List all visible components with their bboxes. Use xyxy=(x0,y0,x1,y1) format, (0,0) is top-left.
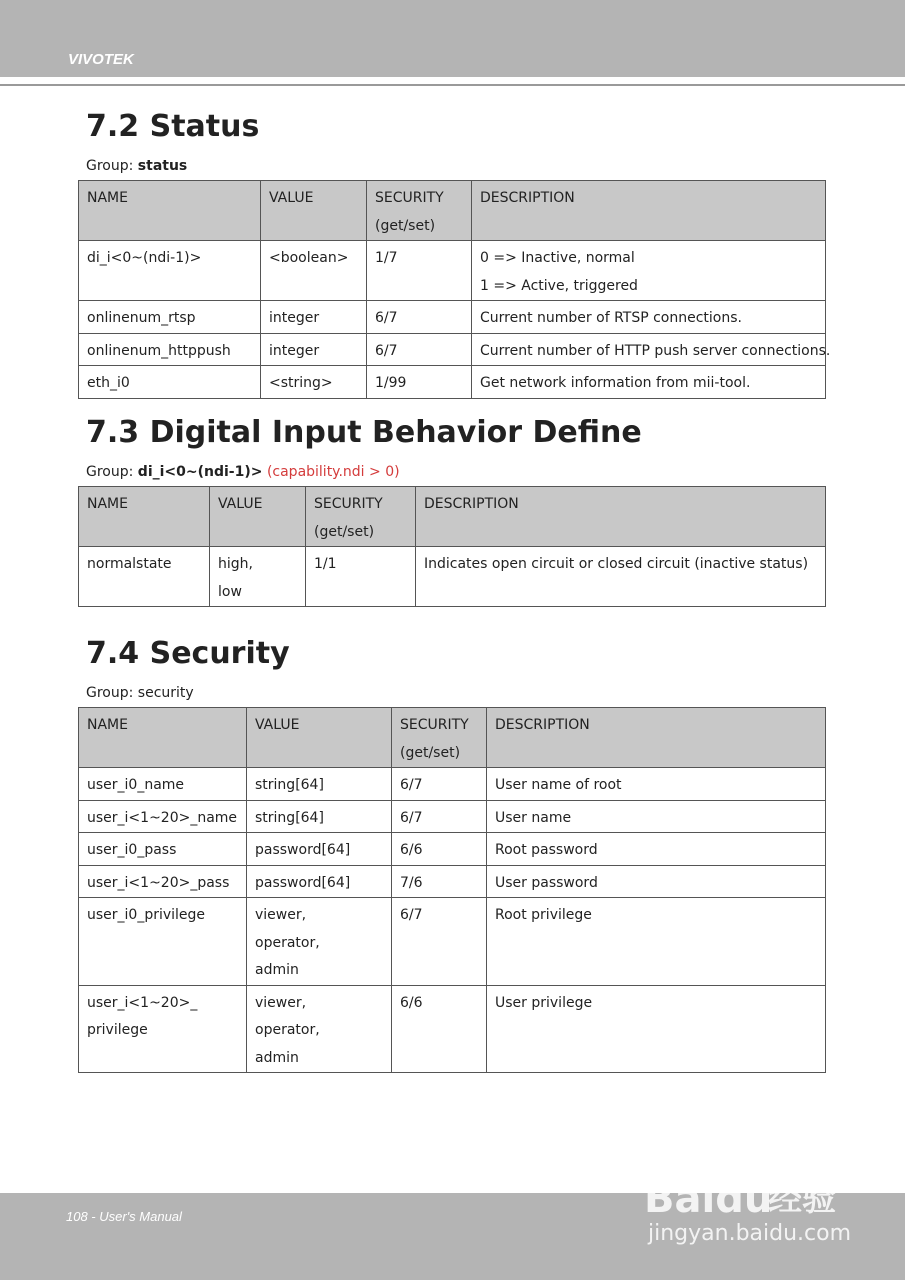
cell-value: string[64] xyxy=(247,768,392,801)
table-row xyxy=(79,985,826,1073)
value-line: low xyxy=(218,583,242,600)
cell-description: Root privilege xyxy=(487,898,826,986)
cell-name xyxy=(79,985,247,1073)
cell-value: password[64] xyxy=(247,865,392,898)
cell-name: user_i<1~20>_name xyxy=(79,800,247,833)
cell-security: 6/7 xyxy=(367,333,472,366)
col-header-name: NAME xyxy=(79,487,210,547)
section-title-security: 7.4 Security xyxy=(86,636,290,671)
group-name: di_i<0~(ndi-1)> xyxy=(137,464,263,480)
cell-description xyxy=(472,241,826,301)
col-header-value: VALUE xyxy=(247,708,392,768)
cell-description: User name of root xyxy=(487,768,826,801)
status-table xyxy=(78,180,831,399)
cell-security: 1/7 xyxy=(367,241,472,301)
table-row xyxy=(79,768,826,801)
table-header-row xyxy=(79,708,826,768)
group-name: security xyxy=(137,685,194,701)
col-header-security xyxy=(367,181,472,241)
table-row xyxy=(79,366,826,399)
cell-name: onlinenum_rtsp xyxy=(79,301,261,334)
security-header-line1: SECURITY xyxy=(314,496,383,512)
description-line: 0 => Inactive, normal xyxy=(480,250,635,266)
cell-security: 1/99 xyxy=(367,366,472,399)
cell-value xyxy=(210,547,306,607)
header-brand: VIVOTEK xyxy=(68,51,134,68)
cell-value: string[64] xyxy=(247,800,392,833)
cell-security: 6/7 xyxy=(392,800,487,833)
cell-description: User password xyxy=(487,865,826,898)
col-header-value: VALUE xyxy=(210,487,306,547)
header-bar xyxy=(0,0,905,77)
cell-security: 1/1 xyxy=(306,547,416,607)
cell-value: <string> xyxy=(261,366,367,399)
value-line: high, xyxy=(218,556,253,572)
value-line: viewer, xyxy=(255,907,307,923)
cell-name: di_i<0~(ndi-1)> xyxy=(79,241,261,301)
col-header-name: NAME xyxy=(79,181,261,241)
cell-name: normalstate xyxy=(79,547,210,607)
name-line: privilege xyxy=(87,1022,148,1038)
col-header-value: VALUE xyxy=(261,181,367,241)
cell-name: user_i0_name xyxy=(79,768,247,801)
table-row xyxy=(79,333,826,366)
security-header-line2: (get/set) xyxy=(400,744,461,761)
svg-text:Baidu: Baidu xyxy=(644,1176,773,1222)
cell-name: user_i<1~20>_pass xyxy=(79,865,247,898)
value-line: operator, xyxy=(255,1022,320,1038)
table-row xyxy=(79,898,826,986)
col-header-description: DESCRIPTION xyxy=(416,487,826,547)
cell-name: onlinenum_httppush xyxy=(79,333,261,366)
baidu-watermark-logo xyxy=(640,1150,860,1250)
cell-security: 6/7 xyxy=(392,898,487,986)
security-table xyxy=(78,707,826,1073)
name-line: user_i<1~20>_ xyxy=(87,994,198,1011)
col-header-name: NAME xyxy=(79,708,247,768)
cell-security: 6/6 xyxy=(392,985,487,1073)
value-line: admin xyxy=(255,962,299,978)
cell-description: Current number of HTTP push server connections. xyxy=(472,333,826,366)
group-line-status xyxy=(86,158,187,174)
cell-value: integer xyxy=(261,301,367,334)
table-header-row xyxy=(79,487,826,547)
cell-description: User name xyxy=(487,800,826,833)
section-title-status: 7.2 Status xyxy=(86,109,260,144)
description-line: 1 => Active, triggered xyxy=(480,277,638,294)
value-line: admin xyxy=(255,1049,299,1066)
cell-security: 6/6 xyxy=(392,833,487,866)
cell-value: integer xyxy=(261,333,367,366)
security-header-line1: SECURITY xyxy=(375,190,444,206)
cell-description: User privilege xyxy=(487,985,826,1073)
value-line: operator, xyxy=(255,934,320,951)
cell-value xyxy=(247,898,392,986)
col-header-description: DESCRIPTION xyxy=(472,181,826,241)
cell-security: 6/7 xyxy=(392,768,487,801)
table-row xyxy=(79,833,826,866)
table-header-row xyxy=(79,181,826,241)
col-header-description: DESCRIPTION xyxy=(487,708,826,768)
cell-name: user_i0_pass xyxy=(79,833,247,866)
footer-page-label: 108 - User's Manual xyxy=(66,1209,182,1224)
cell-security: 7/6 xyxy=(392,865,487,898)
group-prefix: Group: xyxy=(86,158,134,174)
group-line-security xyxy=(86,685,194,701)
group-line-digital-input xyxy=(86,464,400,480)
cell-value: password[64] xyxy=(247,833,392,866)
svg-text:jingyan.baidu.com: jingyan.baidu.com xyxy=(648,1221,852,1246)
capability-note: (capability.ndi > 0) xyxy=(266,464,400,480)
group-prefix: Group: xyxy=(86,685,134,701)
cell-description: Indicates open circuit or closed circuit (inactive status) xyxy=(416,547,826,607)
section-title-digital-input: 7.3 Digital Input Behavior Define xyxy=(86,415,642,450)
group-prefix: Group: xyxy=(86,464,134,480)
cell-description: Get network information from mii-tool. xyxy=(472,366,826,399)
col-header-security xyxy=(392,708,487,768)
table-row xyxy=(79,865,826,898)
table-row xyxy=(79,241,826,301)
cell-value xyxy=(247,985,392,1073)
header-divider xyxy=(0,84,905,86)
cell-name: user_i0_privilege xyxy=(79,898,247,986)
value-line: viewer, xyxy=(255,994,307,1011)
cell-description: Root password xyxy=(487,833,826,866)
table-row xyxy=(79,301,826,334)
security-header-line2: (get/set) xyxy=(375,217,436,234)
table-row xyxy=(79,800,826,833)
cell-security: 6/7 xyxy=(367,301,472,334)
security-header-line1: SECURITY xyxy=(400,717,469,733)
cell-name: eth_i0 xyxy=(79,366,261,399)
cell-value: <boolean> xyxy=(261,241,367,301)
table-row xyxy=(79,547,826,607)
digital-input-table xyxy=(78,486,826,607)
col-header-security xyxy=(306,487,416,547)
svg-text:经验: 经验 xyxy=(768,1179,836,1219)
group-name: status xyxy=(137,158,188,174)
security-header-line2: (get/set) xyxy=(314,523,375,540)
cell-description: Current number of RTSP connections. xyxy=(472,301,826,334)
